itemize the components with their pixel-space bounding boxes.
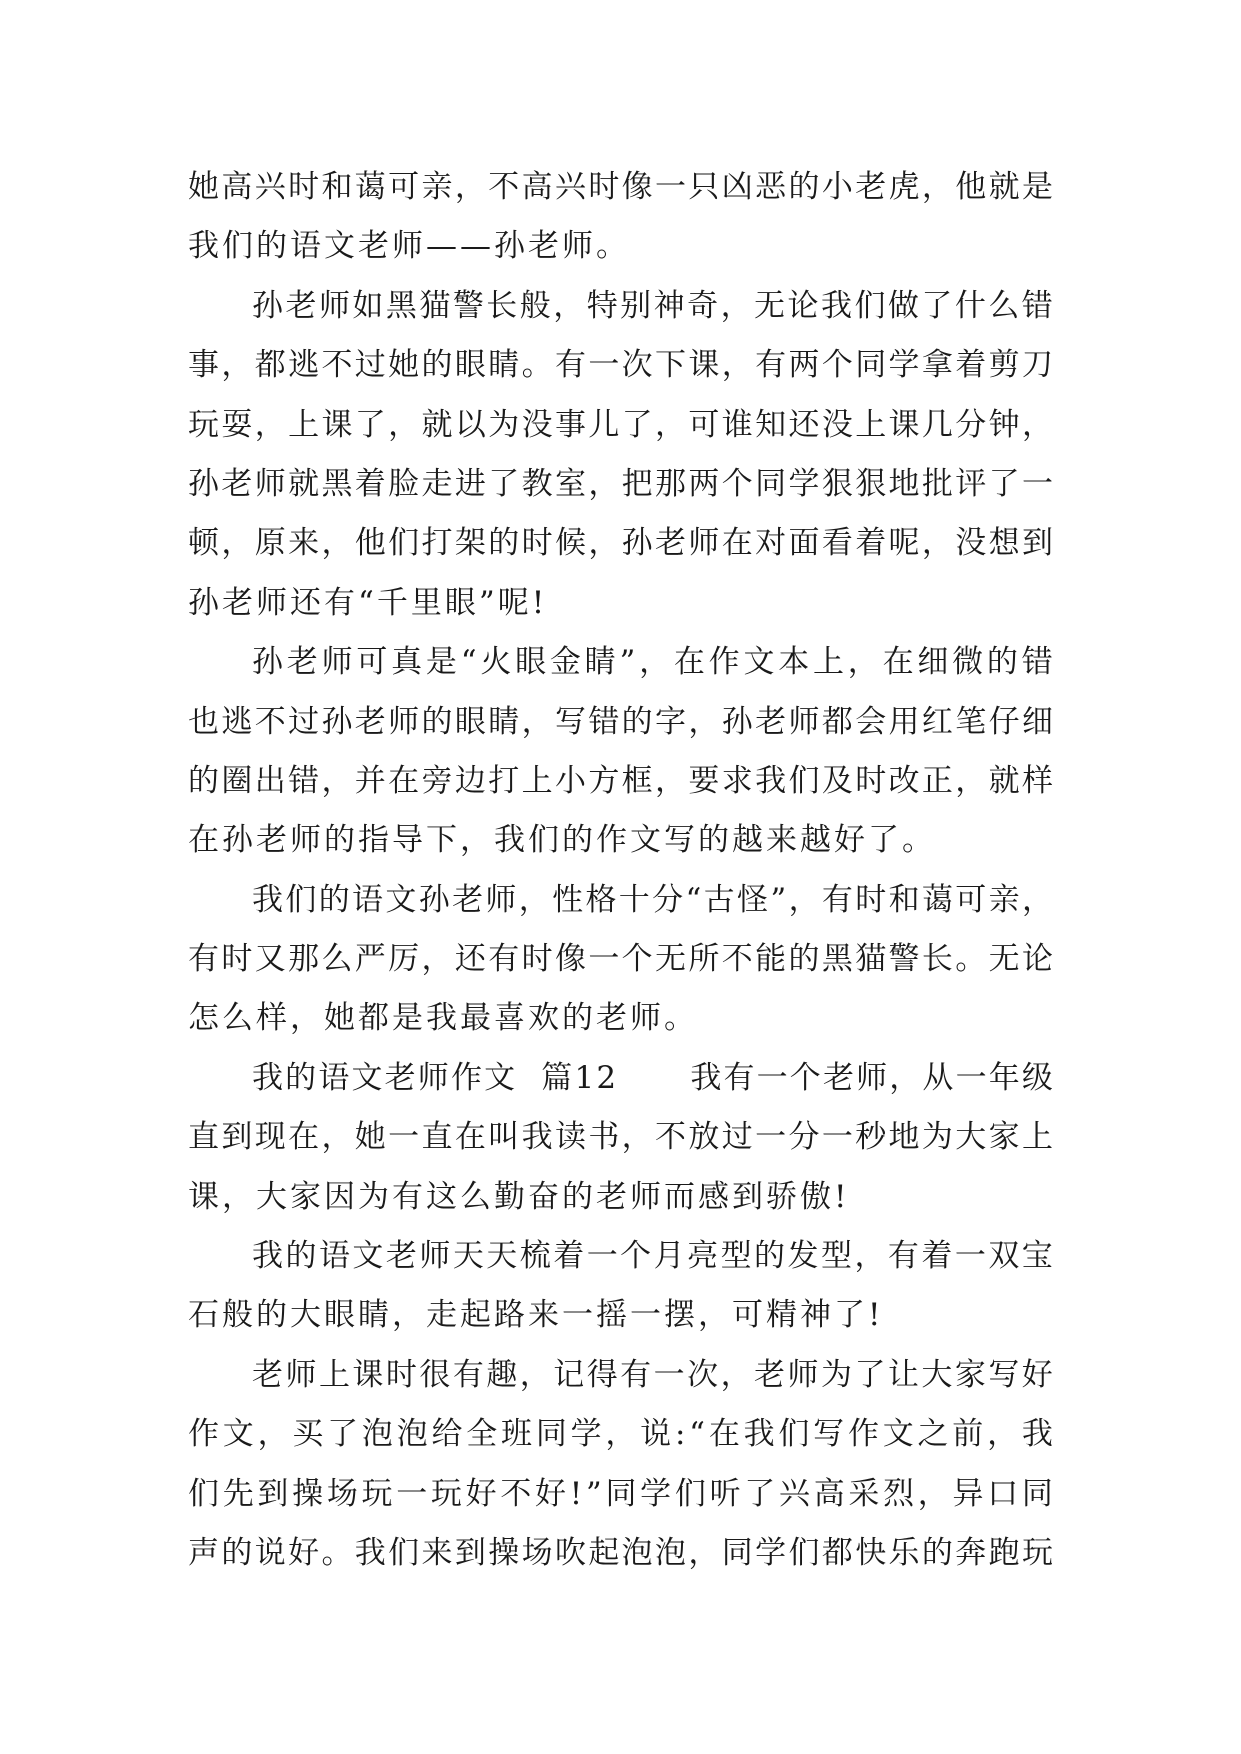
text-line: 我 的 语 文 老 师 作 文 篇 1 2 我 有 一 个 老 师 ， 从 一 年 级 [252,1059,1053,1096]
text-line: 她 高 兴 时 和 蔼 可 亲 ， 不 高 兴 时 像 一 只 凶 恶 的 小 老 虎 ， 他 就 是 [188,169,1053,205]
text-line: 在孙老师的指导下，我们的作文写的越来越好了。 [188,822,936,859]
text-line: 孙 老 师 就 黑 着 脸 走 进 了 教 室 ， 把 那 两 个 同 学 狠 狠 地 批 评 了 一 [188,465,1053,502]
text-line: 也 逃 不 过 孙 老 师 的 眼 睛 ， 写 错 的 字 ， 孙 老 师 都 会 用 红 笔 仔 细 [188,703,1053,740]
text-line: 的 圈 出 错 ， 并 在 旁 边 打 上 小 方 框 ， 要 求 我 们 及 时 改 正 ， 就 样 [188,762,1053,799]
text-line: 玩 耍 ， 上 课 了 ， 就 以 为 没 事 儿 了 ， 可 谁 知 还 没 上 课 几 分 钟 ， [188,406,1053,443]
text-line: 孙老师还有“千里眼”呢! [188,584,548,621]
text-line: 课，大家因为有这么勤奋的老师而感到骄傲! [188,1178,850,1215]
text-line: 怎么样，她都是我最喜欢的老师。 [188,1000,698,1037]
text-line: 有 时 又 那 么 严 厉 ， 还 有 时 像 一 个 无 所 不 能 的 黑 猫 警 长 。 无 论 [188,941,1053,978]
text-line: 石般的大眼睛，走起路来一摇一摆，可精神了! [188,1297,884,1334]
text-line: 我 们 的 语 文 孙 老 师 ， 性 格 十 分 “ 古 怪 ” ， 有 时 和 蔼 可 亲 ， [252,881,1053,918]
text-line: 我 的 语 文 老 师 天 天 梳 着 一 个 月 亮 型 的 发 型 ， 有 着 一 双 宝 [252,1238,1053,1275]
article-body [188,158,1053,1583]
text-line: 我们的语文老师——孙老师。 [188,228,630,265]
text-line: 老 师 上 课 时 很 有 趣 ， 记 得 有 一 次 ， 老 师 为 了 让 大 家 写 好 [252,1356,1053,1393]
text-line: 孙 老 师 如 黑 猫 警 长 般 ， 特 别 神 奇 ， 无 论 我 们 做 了 什 么 错 [252,287,1053,324]
text-line: 直 到 现 在 ， 她 一 直 在 叫 我 读 书 ， 不 放 过 一 分 一 秒 地 为 大 家 上 [188,1119,1053,1156]
text-line: 作 文 ， 买 了 泡 泡 给 全 班 同 学 ， 说 : “ 在 我 们 写 作 文 之 前 ， 我 [188,1416,1053,1453]
text-line: 事 ， 都 逃 不 过 她 的 眼 睛 。 有 一 次 下 课 ， 有 两 个 同 学 拿 着 剪 刀 [188,347,1053,384]
text-line: 顿 ， 原 来 ， 他 们 打 架 的 时 候 ， 孙 老 师 在 对 面 看 着 呢 ， 没 想 到 [188,525,1053,562]
text-line: 声 的 说 好 。 我 们 来 到 操 场 吹 起 泡 泡 ， 同 学 们 都 快 乐 的 奔 跑 玩 [188,1534,1053,1571]
text-line: 们 先 到 操 场 玩 一 玩 好 不 好 ! ” 同 学 们 听 了 兴 高 采 烈 ， 异 口 同 [188,1475,1053,1512]
text-line: 孙 老 师 可 真 是 “ 火 眼 金 睛 ” ， 在 作 文 本 上 ， 在 细 微 的 错 [252,644,1053,681]
